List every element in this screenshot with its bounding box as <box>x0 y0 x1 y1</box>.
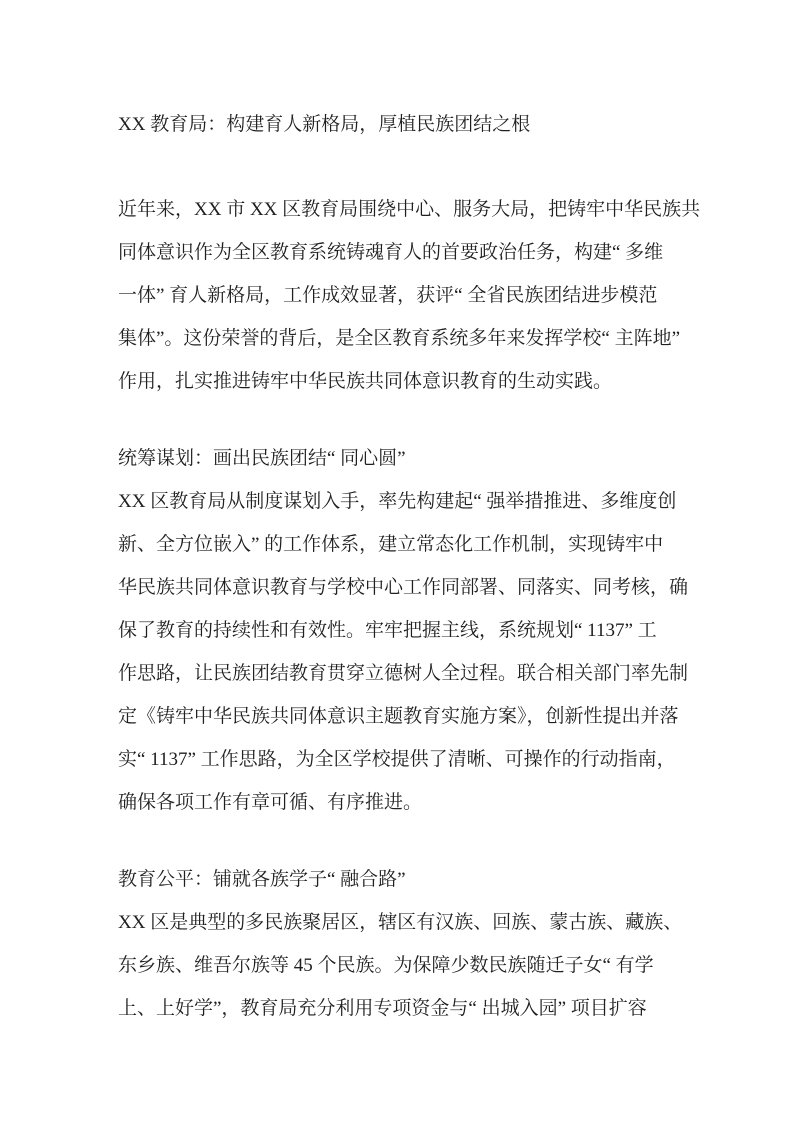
section-heading-planning: 统筹谋划：画出民族团结“ 同心圆” <box>118 448 406 469</box>
text-line: 保了教育的持续性和有效性。牢牢把握主线，系统规划“ 1137” 工 <box>118 620 657 641</box>
text-line: 华民族共同体意识教育与学校中心工作同部署、同落实、同考核，确 <box>118 577 689 598</box>
text-line: 近年来，XX 市 XX 区教育局围绕中心、服务大局，把铸牢中华民族共 <box>118 199 701 220</box>
section-heading-equity: 教育公平：铺就各族学子“ 融合路” <box>118 869 406 890</box>
text-line: 集体”。这份荣誉的背后，是全区教育系统多年来发挥学校“ 主阵地” <box>118 328 681 349</box>
text-line: XX 区是典型的多民族聚居区，辖区有汉族、回族、蒙古族、藏族、 <box>118 912 683 933</box>
text-line: 确保各项工作有章可循、有序推进。 <box>118 792 423 813</box>
text-line: 一体” 育人新格局，工作成效显著，获评“ 全省民族团结进步模范 <box>118 285 658 306</box>
paragraph-planning <box>118 480 689 824</box>
document-title: XX 教育局：构建育人新格局，厚植民族团结之根 <box>118 114 531 135</box>
paragraph-intro <box>118 188 701 403</box>
document-content <box>118 103 701 1030</box>
text-line: 作用，扎实推进铸牢中华民族共同体意识教育的生动实践。 <box>118 371 613 392</box>
text-line: 东乡族、维吾尔族等 45 个民族。为保障少数民族随迁子女“ 有学 <box>118 955 654 976</box>
text-line: 作思路，让民族团结教育贯穿立德树人全过程。联合相关部门率先制 <box>118 663 689 684</box>
text-line: 上、上好学”，教育局充分利用专项资金与“ 出城入园” 项目扩容 <box>118 998 647 1019</box>
blank-line <box>118 824 676 858</box>
text-line: XX 区教育局从制度谋划入手，率先构建起“ 强举措推进、多维度创 <box>118 491 677 512</box>
text-line: 定《铸牢中华民族共同体意识主题教育实施方案》，创新性提出并落 <box>118 706 679 727</box>
text-line: 实“ 1137” 工作思路，为全区学校提供了清晰、可操作的行动指南， <box>118 749 676 770</box>
text-line: 新、全方位嵌入” 的工作体系，建立常态化工作机制，实现铸牢中 <box>118 534 664 555</box>
blank-line <box>118 146 676 188</box>
blank-line <box>118 403 676 437</box>
paragraph-equity <box>118 901 683 1030</box>
text-line: 同体意识作为全区教育系统铸魂育人的首要政治任务，构建“ 多维 <box>118 242 664 263</box>
